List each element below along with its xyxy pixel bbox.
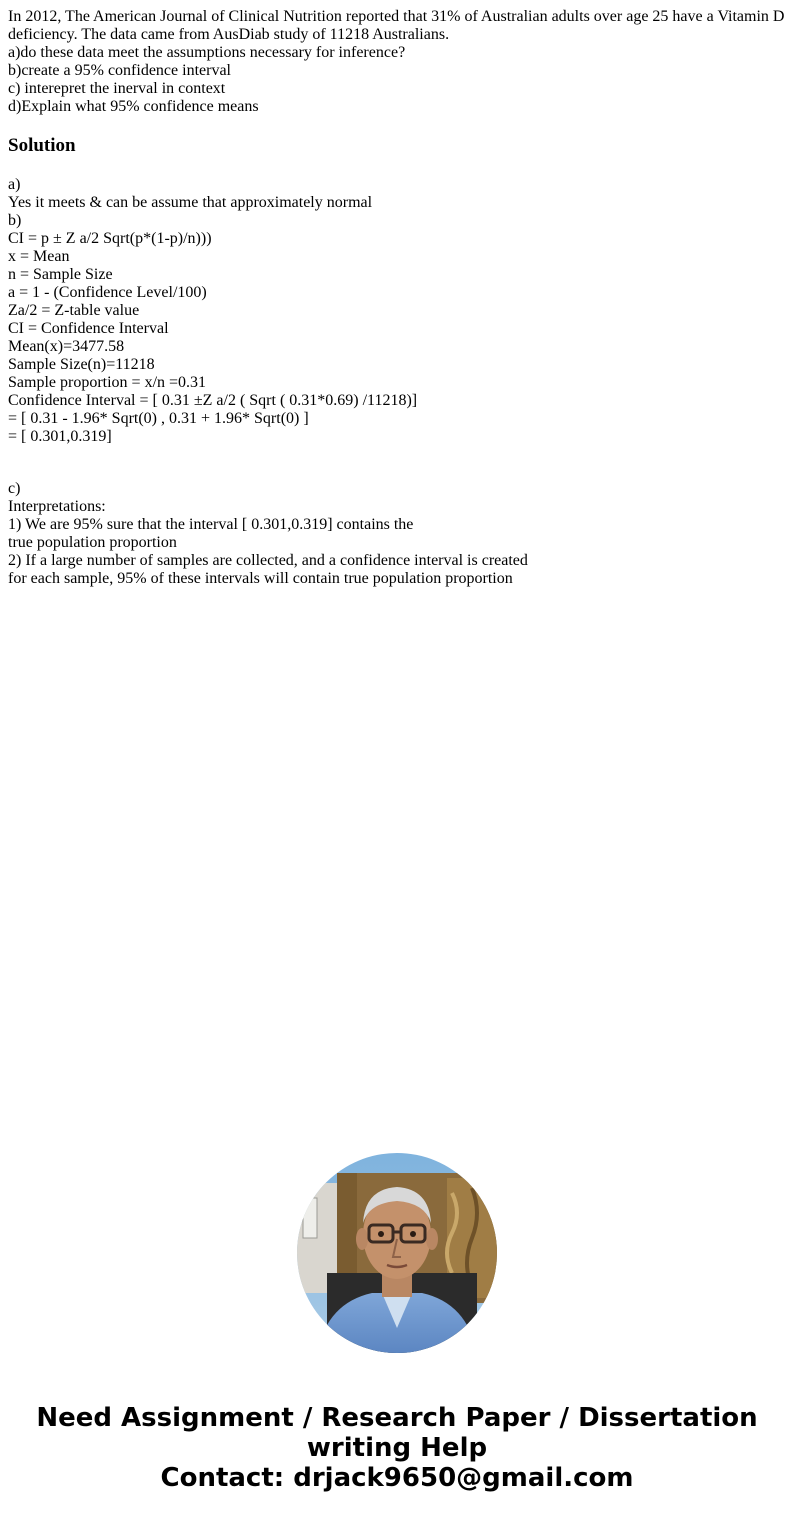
footer-line-1: Need Assignment / Research Paper / Dissertation	[36, 1403, 758, 1433]
solution-heading: Solution	[8, 135, 76, 156]
solution-part-a-label: a)	[8, 176, 21, 193]
solution-b-line: a = 1 - (Confidence Level/100)	[8, 284, 207, 301]
solution-part-c-label: c)	[8, 480, 21, 497]
avatar	[297, 1153, 497, 1353]
solution-b-line: = [ 0.301,0.319]	[8, 428, 112, 445]
tutor-portrait-image	[297, 1153, 497, 1353]
solution-c-line: Interpretations:	[8, 498, 106, 515]
solution-b-line: n = Sample Size	[8, 266, 113, 283]
solution-b-line: CI = Confidence Interval	[8, 320, 169, 337]
solution-c-line: 1) We are 95% sure that the interval [ 0.301,0.319] contains the	[8, 516, 414, 533]
solution-b-line: Sample Size(n)=11218	[8, 356, 155, 373]
question-part-b: b)create a 95% confidence interval	[8, 62, 231, 79]
solution-b-line: CI = p ± Z a/2 Sqrt(p*(1-p)/n)))	[8, 230, 212, 247]
question-part-c: c) interepret the inerval in context	[8, 80, 226, 97]
solution-part-b-label: b)	[8, 212, 22, 229]
question-part-d: d)Explain what 95% confidence means	[8, 98, 259, 115]
spacer	[8, 446, 794, 480]
solution-c-line: true population proportion	[8, 534, 177, 551]
question-text-line-1: In 2012, The American Journal of Clinical Nutrition reported that 31% of Australian adults over age 25 have a Vitamin D	[8, 8, 785, 25]
footer-line-2: writing Help	[306, 1433, 488, 1463]
solution-c-line: 2) If a large number of samples are collected, and a confidence interval is created	[8, 552, 528, 569]
footer-contact-line: Contact: drjack9650@gmail.com	[160, 1463, 634, 1493]
solution-b-line: x = Mean	[8, 248, 70, 265]
question-text-line-2: deficiency. The data came from AusDiab study of 11218 Australians.	[8, 26, 450, 43]
solution-part-a-text: Yes it meets & can be assume that approximately normal	[8, 194, 373, 211]
solution-b-line: Za/2 = Z-table value	[8, 302, 140, 319]
document-body	[8, 8, 794, 588]
solution-c-line: for each sample, 95% of these intervals will contain true population proportion	[8, 570, 513, 587]
solution-b-line: Confidence Interval = [ 0.31 ±Z a/2 ( Sqrt ( 0.31*0.69) /11218)]	[8, 392, 418, 409]
solution-b-line: Mean(x)=3477.58	[8, 338, 125, 355]
solution-b-line: = [ 0.31 - 1.96* Sqrt(0) , 0.31 + 1.96* Sqrt(0) ]	[8, 410, 309, 427]
contact-footer	[0, 1403, 794, 1493]
question-part-a: a)do these data meet the assumptions necessary for inference?	[8, 44, 406, 61]
solution-b-line: Sample proportion = x/n =0.31	[8, 374, 207, 391]
